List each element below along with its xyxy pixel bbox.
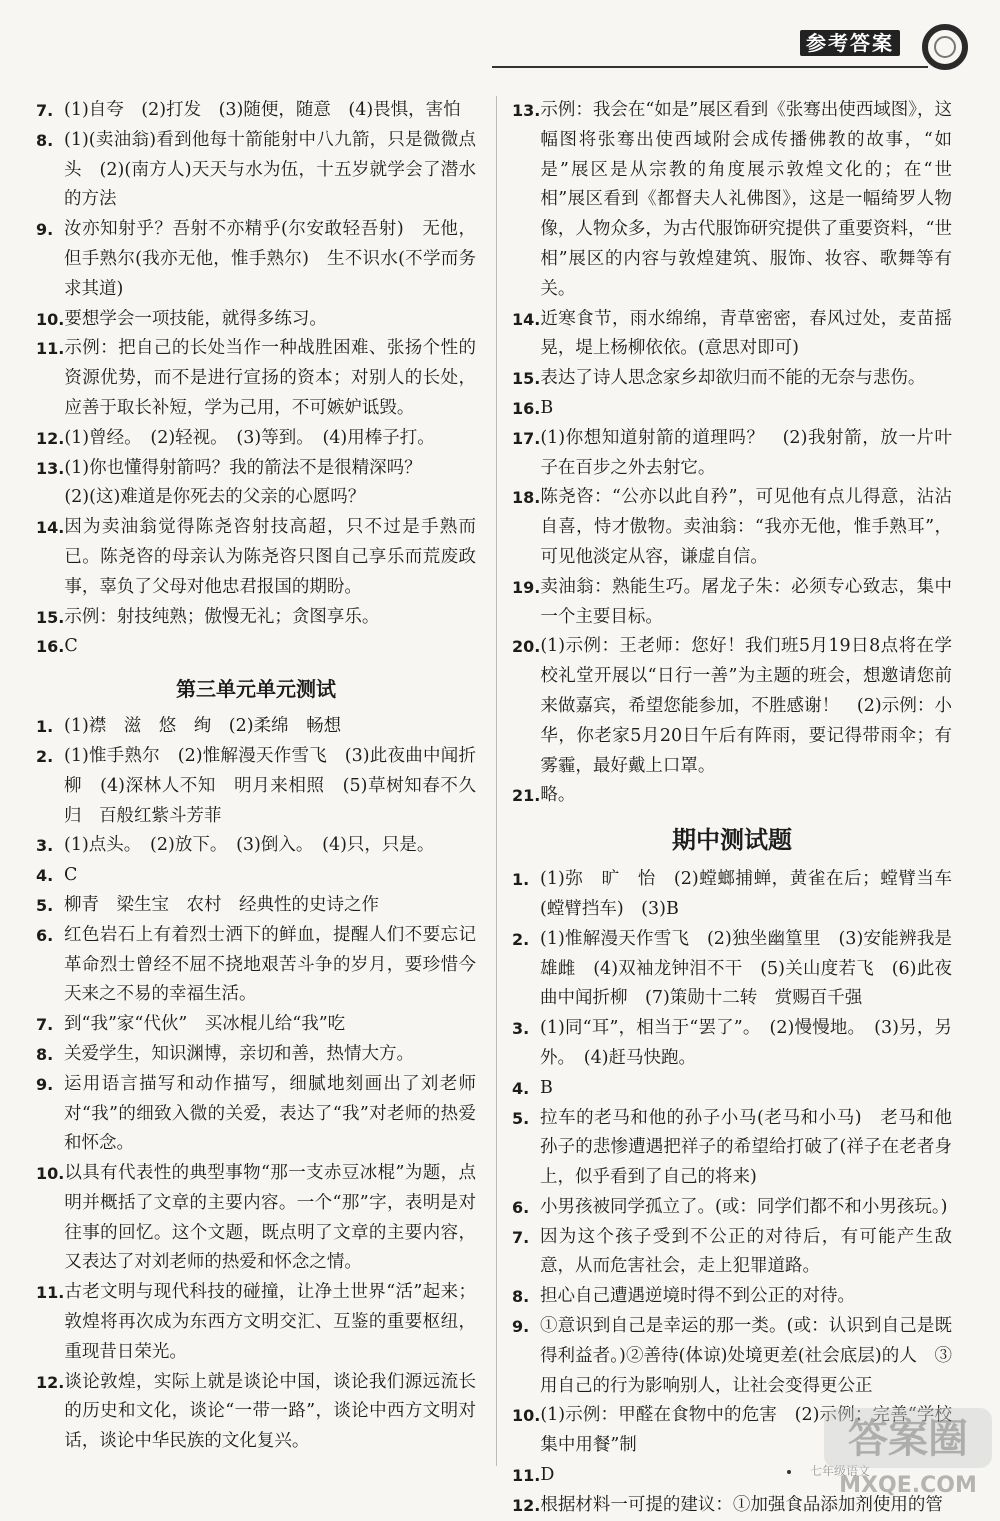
answer-item xyxy=(512,573,952,633)
answer-item xyxy=(36,1368,476,1457)
answer-text: 根据材料一可提的建议：①加强食品添加剂使用的管 xyxy=(540,1494,943,1515)
answer-text: 古老文明与现代科技的碰撞，让净土世界“活”起来；敦煌将再次成为东西方文明交汇、互鉴的重要枢纽，重现昔日荣光。 xyxy=(64,1282,476,1362)
answer-text: (1)你想知道射箭的道理吗？ (2)我射箭，放一片叶子在百步之外去射它。 xyxy=(540,427,952,478)
answer-number: 8. xyxy=(36,130,54,150)
answer-text: (1)自夸 (2)打发 (3)随便，随意 (4)畏惧，害怕 xyxy=(64,100,461,120)
answer-number: 8. xyxy=(36,1044,54,1064)
midterm-title: 期中测试题 xyxy=(672,826,792,855)
answer-item xyxy=(36,712,476,742)
answer-item xyxy=(36,424,476,454)
answer-item xyxy=(512,781,952,811)
answer-number: 9. xyxy=(512,1317,530,1337)
answer-text: 示例：把自己的长处当作一种战胜困难、张扬个性的资源优势，而不是进行宣扬的资本；对别人的长处，应善于取长补短，学为己用，不可嫉妒诋毁。 xyxy=(64,338,476,418)
answer-text: 示例：我会在“如是”展区看到《张骞出使西域图》，这幅图将张骞出使西域附会成传播佛教的故事，“如是”展区是从宗教的角度展示敦煌文化的；在“世相”展区看到《都督夫人礼佛图》，这是一幅绮罗人物像，人物众多，为古代服饰研究提供了重要资料，“世相”展区的内容与敦煌建筑、服饰、妆容、歌舞等有关。 xyxy=(540,100,952,299)
answer-item xyxy=(512,305,952,365)
answer-item xyxy=(36,454,476,514)
left-answers-list xyxy=(36,96,476,662)
answer-item xyxy=(512,96,952,305)
answer-text: 以具有代表性的典型事物“那一支赤豆冰棍”为题，点明并概括了文章的主要内容。一个“那”字，表明是对往事的回忆。这个文题，既点明了文章的主要内容，又表达了对刘老师的热爱和怀念之情。 xyxy=(64,1163,476,1273)
answer-number: 16. xyxy=(36,637,65,657)
answer-text: 因为这个孩子受到不公正的对待后，有可能产生敌意，从而危害社会，走上犯罪道路。 xyxy=(540,1226,952,1277)
answer-text: (1)惟手熟尔 (2)惟解漫天作雪飞 (3)此夜曲中闻折柳 (4)深林人不知 明月来相照 (5)草树知春不久归 百般红紫斗芳菲 xyxy=(64,745,476,826)
answer-number: 14. xyxy=(512,309,541,329)
answer-text: 到“我”家“代伙” 买冰棍儿给“我”吃 xyxy=(64,1014,346,1035)
answer-number: 17. xyxy=(512,428,541,448)
answer-text: 小男孩被同学孤立了。(或：同学们都不和小男孩玩。) xyxy=(540,1196,948,1217)
answer-text: (1)示例：王老师：您好！我们班5月19日8点将在学校礼堂开展以“日行一善”为主题的班会，想邀请您前来做嘉宾，希望您能参加，不胜感谢！ (2)示例：小华，你老家5月20日午后有阵雨，要记得带雨伞；有雾霾，最好戴上口罩。 xyxy=(540,636,952,776)
answer-number: 10. xyxy=(512,1406,541,1426)
answer-item xyxy=(36,861,476,891)
answer-number: 15. xyxy=(512,369,541,389)
answer-number: 19. xyxy=(512,577,541,597)
answer-number: 9. xyxy=(36,1074,54,1094)
answer-item xyxy=(36,215,476,304)
answer-item xyxy=(36,921,476,1010)
answer-text: 汝亦知射乎？吾射不亦精乎(尔安敢轻吾射) 无他，但手熟尔(我亦无他，惟手熟尔) 生不识水(不学而务求其道) xyxy=(64,219,476,299)
answer-item xyxy=(36,632,476,662)
answer-number: 9. xyxy=(36,220,54,240)
answer-item xyxy=(512,1014,952,1074)
answer-item xyxy=(512,925,952,1014)
answer-item xyxy=(512,865,952,925)
answer-number: 4. xyxy=(512,1078,530,1098)
answer-number: 10. xyxy=(36,309,65,329)
answer-text: 表达了诗人思念家乡却欲归而不能的无奈与悲伤。 xyxy=(540,368,926,389)
unit3-title: 第三单元单元测试 xyxy=(176,677,336,702)
header-badge: 参考答案 xyxy=(800,30,900,56)
answer-item xyxy=(512,364,952,394)
answer-text: 示例：射技纯熟；傲慢无礼；贪图享乐。 xyxy=(64,606,380,627)
answer-text: (1)惟解漫天作雪飞 (2)独坐幽篁里 (3)安能辨我是雄雌 (4)双袖龙钟泪不干 (5)关山度若飞 (6)此夜曲中闻折柳 (7)策勋十二转 赏赐百千强 xyxy=(540,928,952,1009)
answer-item xyxy=(512,1223,952,1283)
answer-text: (1)你也懂得射箭吗？我的箭法不是很精深吗？ (2)(这)难道是你死去的父亲的心愿吗？ xyxy=(64,457,422,508)
answer-item xyxy=(512,1104,952,1193)
answer-item xyxy=(36,96,476,126)
answer-number: 7. xyxy=(36,1015,54,1035)
answer-text: C xyxy=(64,865,78,886)
answer-text: (1)点头。 (2)放下。 (3)倒入。 (4)只，只是。 xyxy=(64,835,435,856)
answer-item xyxy=(512,632,952,781)
answer-item xyxy=(36,891,476,921)
answer-text: 因为卖油翁觉得陈尧咨射技高超，只不过是手熟而已。陈尧咨的母亲认为陈尧咨只图自己享乐而荒废政事，辜负了父母对他忠君报国的期盼。 xyxy=(64,517,476,597)
answer-number: 18. xyxy=(512,488,541,508)
answer-number: 6. xyxy=(36,925,54,945)
answer-item xyxy=(36,334,476,423)
answer-text: 拉车的老马和他的孙子小马(老马和小马) 老马和他孙子的悲惨遭遇把祥子的希望给打破了(祥子在老者身上，似乎看到了自己的将来) xyxy=(540,1107,952,1188)
answer-number: 10. xyxy=(36,1164,65,1184)
answer-text: 担心自己遭遇逆境时得不到公正的对待。 xyxy=(540,1286,855,1307)
answer-text: 柳青 梁生宝 农村 经典性的史诗之作 xyxy=(64,894,379,915)
answer-text: B xyxy=(540,397,554,418)
watermark-logo xyxy=(822,1404,994,1502)
footer-text: 七年级语文 xyxy=(810,1464,871,1478)
answer-item xyxy=(36,1278,476,1367)
answer-number: 13. xyxy=(512,101,541,120)
answer-number: 16. xyxy=(512,398,541,418)
answer-text: 近寒食节，雨水绵绵，青草密密，春风过处，麦苗摇晃，堤上杨柳依依。(意思对即可) xyxy=(540,308,952,359)
answer-number: 11. xyxy=(36,339,65,359)
answer-number: 6. xyxy=(512,1197,530,1217)
answer-text: B xyxy=(540,1077,553,1098)
answer-text: (1)襟 滋 悠 绚 (2)柔绵 畅想 xyxy=(64,716,342,737)
answer-number: 5. xyxy=(512,1108,530,1128)
answer-number: 7. xyxy=(36,101,54,120)
answer-item xyxy=(512,394,952,424)
answer-number: 15. xyxy=(36,607,65,627)
answer-text: 关爱学生，知识渊博，亲切和善，热情大方。 xyxy=(64,1043,414,1064)
answer-number: 3. xyxy=(512,1019,530,1039)
answer-text: 红色岩石上有着烈士洒下的鲜血，提醒人们不要忘记革命烈士曾经不屈不挠地艰苦斗争的岁月，要珍惜今天来之不易的幸福生活。 xyxy=(64,924,476,1005)
answer-text: 要想学会一项技能，就得多练习。 xyxy=(64,308,327,329)
answer-number: 20. xyxy=(512,637,541,657)
left-column xyxy=(36,96,476,1457)
answer-number: 13. xyxy=(36,458,65,478)
answer-item xyxy=(36,1010,476,1040)
answer-text: (1)示例：甲醛在食物中的危害 (2)示例：完善“学校集中用餐”制 xyxy=(540,1405,952,1456)
answer-number: 11. xyxy=(512,1466,541,1486)
footer-dot xyxy=(787,1470,791,1474)
answer-number: 14. xyxy=(36,518,65,538)
answer-text: C xyxy=(64,636,78,657)
answer-item xyxy=(512,1312,952,1401)
watermark-text-2: MXQE.COM xyxy=(839,1473,977,1498)
answer-item xyxy=(512,1074,952,1104)
answer-number: 1. xyxy=(36,717,54,737)
answer-item xyxy=(512,424,952,484)
header-rule xyxy=(492,66,928,68)
answer-number: 7. xyxy=(512,1227,530,1247)
answer-number: 11. xyxy=(36,1283,65,1303)
watermark-text-1: 答案圈 xyxy=(848,1416,968,1462)
answer-number: 12. xyxy=(36,428,65,448)
answer-item xyxy=(512,1193,952,1223)
answer-text: ①意识到自己是幸运的那一类。(或：认识到自己是既得利益者。)②善待(体谅)处境更差(社会底层)的人 ③用自己的行为影响别人，让社会变得更公正 xyxy=(540,1316,952,1396)
answer-number: 2. xyxy=(512,929,530,949)
answer-item xyxy=(36,126,476,215)
answer-item xyxy=(36,1159,476,1278)
answer-number: 4. xyxy=(36,866,54,886)
answer-number: 2. xyxy=(36,746,54,766)
answer-text: 陈尧咨：“公亦以此自矜”，可见他有点儿得意，沾沾自喜，恃才傲物。卖油翁：“我亦无他，惟手熟耳”，可见他淡定从容，谦虚自信。 xyxy=(540,487,952,567)
answer-item xyxy=(36,1070,476,1159)
answer-number: 21. xyxy=(512,786,541,806)
answer-number: 12. xyxy=(36,1372,65,1392)
column-divider xyxy=(496,96,497,1466)
header-ring-inner-icon xyxy=(934,36,956,58)
answer-number: 5. xyxy=(36,895,54,915)
answer-item xyxy=(36,603,476,633)
answer-text: 谈论敦煌，实际上就是谈论中国，谈论我们源远流长的历史和文化，谈论“一带一路”，谈论中西方文明对话，谈论中华民族的文化复兴。 xyxy=(64,1371,476,1452)
answer-text: (1)同“耳”，相当于“罢了”。 (2)慢慢地。 (3)另，另外。 (4)赶马快跑。 xyxy=(540,1018,952,1068)
answer-item xyxy=(36,513,476,602)
answer-number: 12. xyxy=(512,1495,541,1515)
answer-number: 8. xyxy=(512,1287,530,1307)
answer-item xyxy=(36,742,476,831)
right-column xyxy=(512,96,952,1521)
answer-text: D xyxy=(540,1465,555,1486)
answer-number: 1. xyxy=(512,870,530,890)
answer-number: 3. xyxy=(36,836,54,856)
answer-item xyxy=(512,483,952,572)
answer-text: (1)(卖油翁)看到他每十箭能射中八九箭，只是微微点头 (2)(南方人)天天与水为伍，十五岁就学会了潜水的方法 xyxy=(64,129,476,210)
answer-item xyxy=(36,831,476,861)
unit3-answers-list xyxy=(36,712,476,1457)
answer-text: 运用语言描写和动作描写，细腻地刻画出了刘老师对“我”的细致入微的关爱，表达了“我”对老师的热爱和怀念。 xyxy=(64,1073,476,1154)
answer-item xyxy=(512,1282,952,1312)
answer-text: 略。 xyxy=(540,785,576,806)
answer-item xyxy=(36,1040,476,1070)
answer-text: (1)弥 旷 怡 (2)螳螂捕蝉，黄雀在后；螳臂当车(螳臂挡车) (3)B xyxy=(540,869,952,919)
answer-item xyxy=(36,305,476,335)
answer-text: (1)曾经。 (2)轻视。 (3)等到。 (4)用棒子打。 xyxy=(64,427,435,448)
right-answers-list xyxy=(512,96,952,811)
answer-text: 卖油翁：熟能生巧。屠龙子朱：必须专心致志，集中一个主要目标。 xyxy=(540,576,952,627)
